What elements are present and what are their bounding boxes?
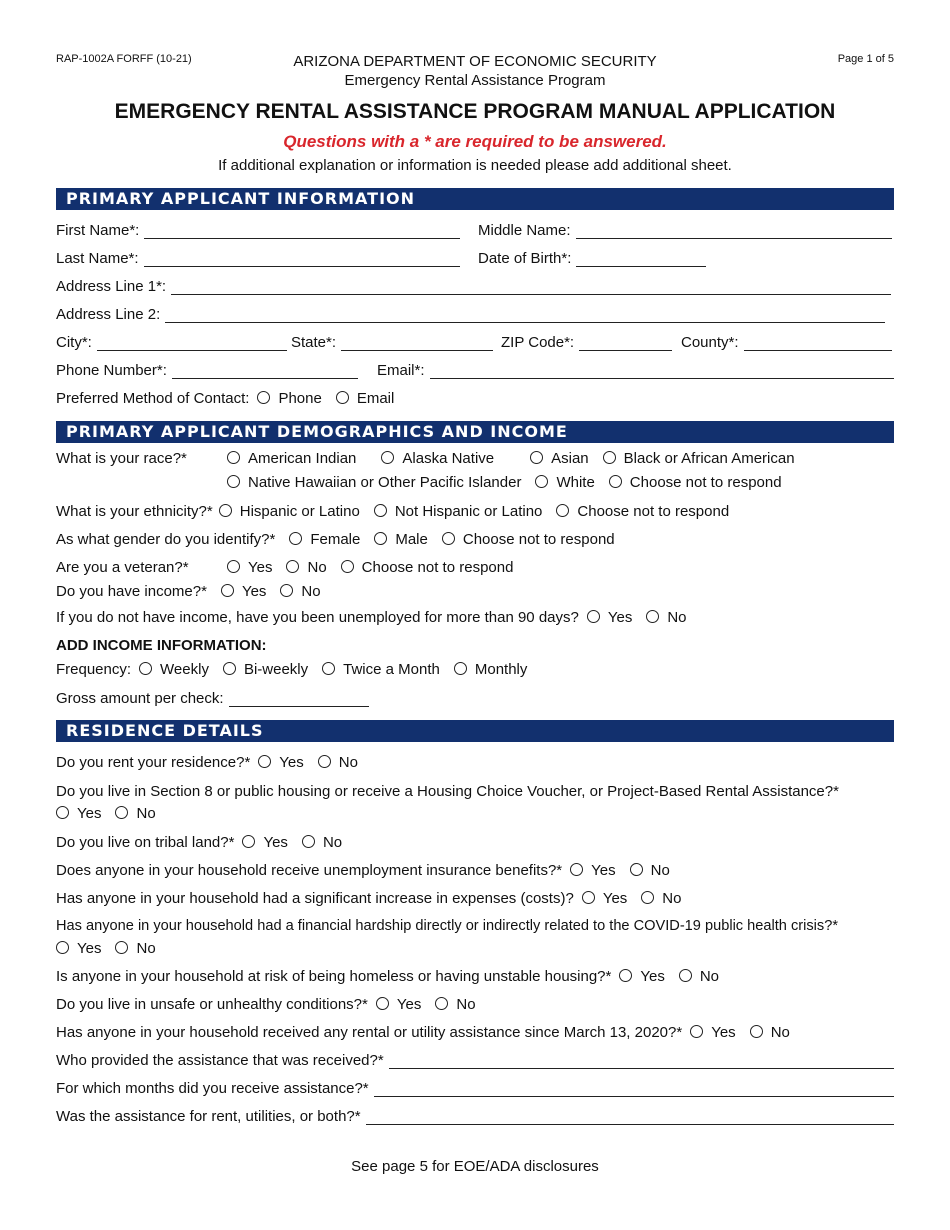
ethnicity-option-choose-not[interactable]: Choose not to respond [556,503,729,520]
veteran-options [227,559,513,576]
race-option-alaska-native[interactable]: Alaska Native [381,450,494,467]
expenses-question: Has anyone in your household had a significant increase in expenses (costs)? [56,890,574,907]
radio-icon[interactable] [139,662,152,675]
section8-options [56,805,156,822]
radio-icon[interactable] [227,451,240,464]
address2-label: Address Line 2: [56,306,161,323]
row-veteran [56,559,189,576]
radio-icon[interactable] [289,532,302,545]
row-address2 [56,306,885,323]
row-email [377,362,894,379]
row-unemployment-benefits [56,862,670,879]
address2-field[interactable] [165,307,885,323]
hardship-options [56,940,156,957]
frequency-label: Frequency: [56,661,132,678]
state-label: State*: [291,334,337,351]
radio-icon[interactable] [454,662,467,675]
radio-icon[interactable] [286,560,299,573]
page-number: Page 1 of 5 [837,53,894,65]
radio-icon[interactable] [219,504,232,517]
row-race [56,450,187,467]
row-city [56,334,287,351]
radio-icon[interactable] [302,835,315,848]
email-field[interactable] [430,363,894,379]
radio-icon[interactable] [442,532,455,545]
row-unemployed [56,609,687,626]
unsafe-question: Do you live in unsafe or unhealthy conditions?* [56,996,368,1013]
hardship-option-no[interactable]: No [115,940,155,957]
who-provided-question: Who provided the assistance that was received?* [56,1052,384,1069]
race-question: What is your race?* [56,450,187,467]
row-expenses [56,890,681,907]
radio-icon[interactable] [341,560,354,573]
radio-icon[interactable] [609,475,622,488]
radio-icon[interactable] [750,1025,763,1038]
zip-field[interactable] [579,335,672,351]
hardship-option-yes[interactable]: Yes [56,940,101,957]
row-months [56,1080,894,1097]
gross-amount-field[interactable] [229,691,369,707]
middle-name-field[interactable] [576,223,892,239]
first-name-label: First Name*: [56,222,140,239]
footer-note: See page 5 for EOE/ADA disclosures [351,1158,599,1175]
homeless-question: Is anyone in your household at risk of being homeless or having unstable housing?* [56,968,612,985]
radio-icon[interactable] [646,610,659,623]
section-residence: RESIDENCE DETAILS [56,720,894,742]
radio-icon[interactable] [227,560,240,573]
race-option-american-indian[interactable]: American Indian [227,450,356,467]
row-income [56,583,321,600]
race-option-choose-not[interactable]: Choose not to respond [609,474,782,491]
contact-option-email[interactable]: Email [336,390,395,407]
radio-icon[interactable] [619,969,632,982]
ethnicity-option-hispanic[interactable]: Hispanic or Latino [219,503,360,520]
address1-field[interactable] [171,279,891,295]
required-note: Questions with a * are required to be answered. [283,132,667,151]
radio-icon[interactable] [322,662,335,675]
radio-icon[interactable] [603,451,616,464]
radio-icon[interactable] [336,391,349,404]
section-primary-applicant: PRIMARY APPLICANT INFORMATION [56,188,894,210]
row-first-name [56,222,460,239]
race-options-line1 [227,450,795,467]
frequency-option-twice-month[interactable]: Twice a Month [322,661,440,678]
income-option-yes[interactable]: Yes [221,583,266,600]
dob-field[interactable] [576,251,706,267]
radio-icon[interactable] [435,997,448,1010]
race-option-native-hawaiian[interactable]: Native Hawaiian or Other Pacific Islander [227,474,521,491]
ethnicity-option-not-hispanic[interactable]: Not Hispanic or Latino [374,503,543,520]
veteran-option-choose-not[interactable]: Choose not to respond [341,559,514,576]
radio-icon[interactable] [381,451,394,464]
expenses-option-no[interactable]: No [641,890,681,907]
radio-icon[interactable] [227,475,240,488]
radio-icon[interactable] [280,584,293,597]
gross-amount-label: Gross amount per check: [56,690,224,707]
who-provided-field[interactable] [389,1053,894,1069]
months-question: For which months did you receive assistance?* [56,1080,369,1097]
city-label: City*: [56,334,92,351]
rent-option-no[interactable]: No [318,754,358,771]
unemployment-option-yes[interactable]: Yes [570,862,615,879]
radio-icon[interactable] [56,941,69,954]
radio-icon[interactable] [530,451,543,464]
state-field[interactable] [341,335,493,351]
row-middle-name [478,222,892,239]
ethnicity-question: What is your ethnicity?* [56,503,213,520]
radio-icon[interactable] [679,969,692,982]
radio-icon[interactable] [374,532,387,545]
first-name-field[interactable] [144,223,460,239]
add-income-heading: ADD INCOME INFORMATION: [56,637,267,654]
radio-icon[interactable] [318,755,331,768]
row-frequency [56,661,527,678]
additional-note: If additional explanation or information is needed please add additional sheet. [218,157,732,174]
assistance-question: Has anyone in your household received any rental or utility assistance since March 13, 2020?* [56,1024,683,1041]
radio-icon[interactable] [242,835,255,848]
unemployed-option-no[interactable]: No [646,609,686,626]
assistance-option-yes[interactable]: Yes [690,1024,735,1041]
months-field[interactable] [374,1081,894,1097]
row-contact-method [56,390,394,407]
gender-question: As what gender do you identify?* [56,531,276,548]
contact-option-phone[interactable]: Phone [257,390,321,407]
city-field[interactable] [97,335,287,351]
radio-icon[interactable] [221,584,234,597]
homeless-option-no[interactable]: No [679,968,719,985]
row-assistance [56,1024,790,1041]
row-who-provided [56,1052,894,1069]
row-phone [56,362,358,379]
radio-icon[interactable] [223,662,236,675]
rent-option-yes[interactable]: Yes [258,754,303,771]
dob-label: Date of Birth*: [478,250,572,267]
unemployed-option-yes[interactable]: Yes [587,609,632,626]
income-option-no[interactable]: No [280,583,320,600]
row-assistance-type [56,1108,894,1125]
race-option-white[interactable]: White [535,474,594,491]
radio-icon[interactable] [257,391,270,404]
radio-icon[interactable] [374,504,387,517]
row-zip [501,334,672,351]
radio-icon[interactable] [582,891,595,904]
radio-icon[interactable] [630,863,643,876]
row-unsafe [56,996,476,1013]
unsafe-option-yes[interactable]: Yes [376,996,421,1013]
race-option-asian[interactable]: Asian [530,450,589,467]
row-county [681,334,892,351]
radio-icon[interactable] [641,891,654,904]
gender-option-choose-not[interactable]: Choose not to respond [442,531,615,548]
hardship-question: Has anyone in your household had a financial hardship directly or indirectly related to the COVID-19 public health crisis?* [56,918,839,934]
row-gender [56,531,615,548]
agency-name: ARIZONA DEPARTMENT OF ECONOMIC SECURITY [293,53,657,70]
phone-label: Phone Number*: [56,362,167,379]
middle-name-label: Middle Name: [478,222,571,239]
zip-label: ZIP Code*: [501,334,575,351]
county-field[interactable] [744,335,892,351]
frequency-option-monthly[interactable]: Monthly [454,661,528,678]
last-name-label: Last Name*: [56,250,139,267]
unemployed-question: If you do not have income, have you been unemployed for more than 90 days? [56,609,579,626]
row-address1 [56,278,891,295]
unemployment-question: Does anyone in your household receive unemployment insurance benefits?* [56,862,563,879]
section8-question: Do you live in Section 8 or public housing or receive a Housing Choice Voucher, or Project-Based Rental Assistance?* [56,783,839,800]
row-tribal [56,834,342,851]
radio-icon[interactable] [690,1025,703,1038]
section8-option-yes[interactable]: Yes [56,805,101,822]
assistance-type-field[interactable] [366,1109,894,1125]
row-dob [478,250,706,267]
page-title: EMERGENCY RENTAL ASSISTANCE PROGRAM MANUAL APPLICATION [114,100,836,123]
radio-icon[interactable] [258,755,271,768]
rent-question: Do you rent your residence?* [56,754,251,771]
income-question: Do you have income?* [56,583,207,600]
section8-option-no[interactable]: No [115,805,155,822]
row-homeless [56,968,719,985]
radio-icon[interactable] [535,475,548,488]
veteran-question: Are you a veteran?* [56,559,189,576]
gender-option-female[interactable]: Female [289,531,360,548]
radio-icon[interactable] [587,610,600,623]
program-name: Emergency Rental Assistance Program [344,72,606,89]
radio-icon[interactable] [556,504,569,517]
race-options-line2 [227,474,782,491]
veteran-option-yes[interactable]: Yes [227,559,272,576]
email-label: Email*: [377,362,425,379]
unemployment-option-no[interactable]: No [630,862,670,879]
homeless-option-yes[interactable]: Yes [619,968,664,985]
assistance-option-no[interactable]: No [750,1024,790,1041]
tribal-option-yes[interactable]: Yes [242,834,287,851]
contact-method-label: Preferred Method of Contact: [56,390,250,407]
row-state [291,334,493,351]
radio-icon[interactable] [115,806,128,819]
section-demographics: PRIMARY APPLICANT DEMOGRAPHICS AND INCOME [56,421,894,443]
tribal-question: Do you live on tribal land?* [56,834,235,851]
form-code: RAP-1002A FORFF (10-21) [56,53,192,65]
last-name-field[interactable] [144,251,460,267]
expenses-option-yes[interactable]: Yes [582,890,627,907]
radio-icon[interactable] [376,997,389,1010]
row-last-name [56,250,460,267]
row-gross-amount [56,690,369,707]
tribal-option-no[interactable]: No [302,834,342,851]
veteran-option-no[interactable]: No [286,559,326,576]
frequency-option-weekly[interactable]: Weekly [139,661,209,678]
race-option-black[interactable]: Black or African American [603,450,795,467]
radio-icon[interactable] [115,941,128,954]
assistance-type-question: Was the assistance for rent, utilities, or both?* [56,1108,361,1125]
row-rent [56,754,358,771]
address1-label: Address Line 1*: [56,278,167,295]
county-label: County*: [681,334,739,351]
frequency-option-biweekly[interactable]: Bi-weekly [223,661,308,678]
gender-option-male[interactable]: Male [374,531,428,548]
radio-icon[interactable] [56,806,69,819]
phone-field[interactable] [172,363,358,379]
radio-icon[interactable] [570,863,583,876]
unsafe-option-no[interactable]: No [435,996,475,1013]
row-ethnicity [56,503,729,520]
